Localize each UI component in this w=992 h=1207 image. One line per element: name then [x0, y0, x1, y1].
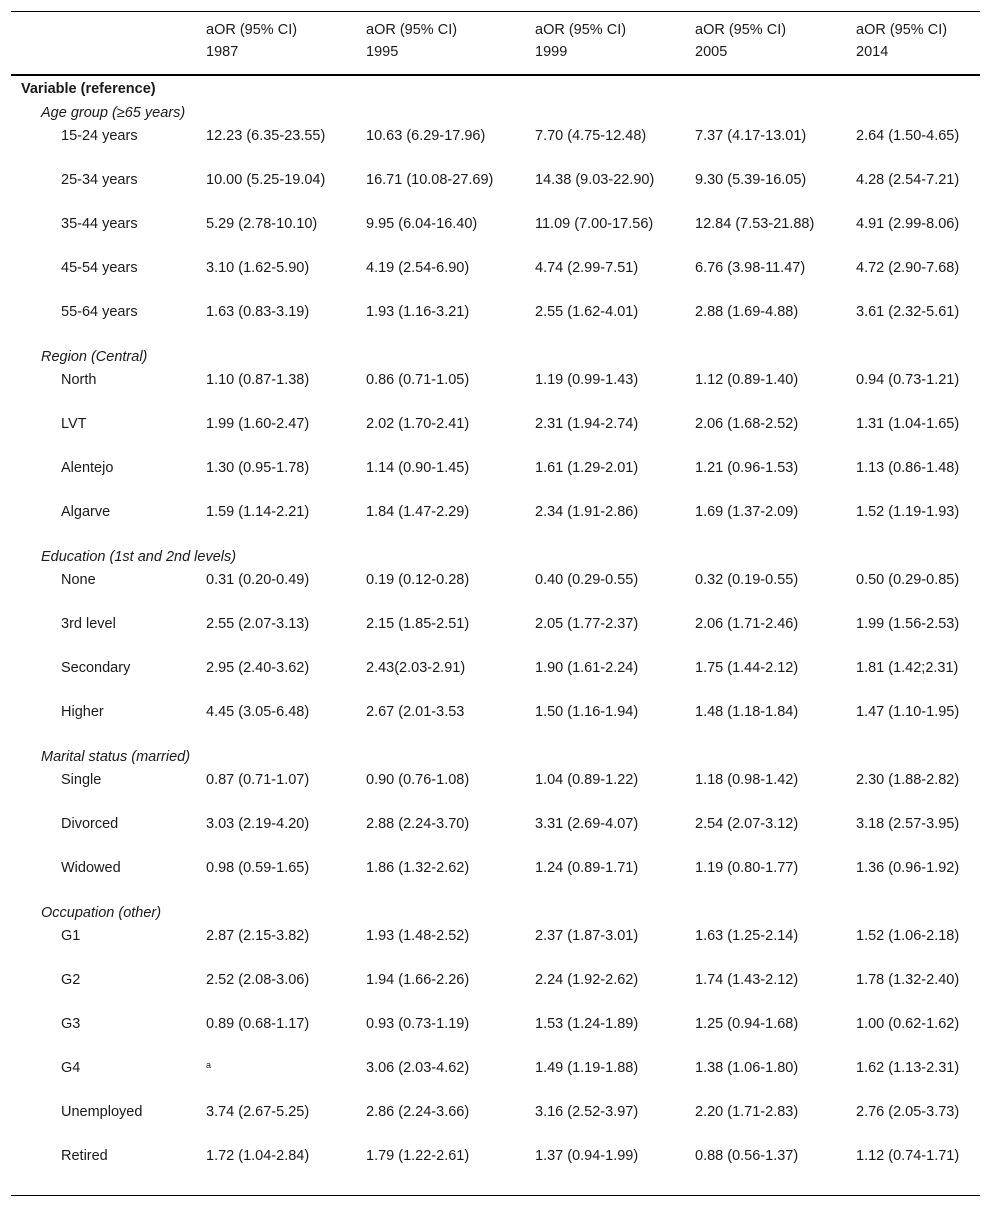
row-label: 35-44 years [61, 216, 138, 232]
table-cell: 1.18 (0.98-1.42) [695, 772, 799, 788]
table-cell: 6.76 (3.98-11.47) [695, 260, 806, 276]
table-cell: 2.37 (1.87-3.01) [535, 928, 639, 944]
header-measure: aOR (95% CI) [196, 12, 356, 44]
row-label: Higher [61, 704, 104, 720]
table-cell: 1.14 (0.90-1.45) [366, 460, 470, 476]
group-heading: Education (1st and 2nd levels) [41, 549, 237, 565]
table-cell: 2.87 (2.15-3.82) [206, 928, 310, 944]
table-row [11, 612, 980, 656]
table-cell: 1.52 (1.06-2.18) [856, 928, 960, 944]
table-row [11, 256, 980, 300]
table-cell: 3.06 (2.03-4.62) [366, 1060, 470, 1076]
row-label: G3 [61, 1016, 81, 1032]
table-cell: 3.16 (2.52-3.97) [535, 1104, 639, 1120]
table-cell: 1.81 (1.42;2.31) [856, 660, 959, 676]
table-row [11, 700, 980, 744]
table-cell: 1.93 (1.48-2.52) [366, 928, 470, 944]
group-heading-row [11, 344, 980, 368]
table-cell: 2.02 (1.70-2.41) [366, 416, 470, 432]
table-cell: 3.03 (2.19-4.20) [206, 816, 310, 832]
table-cell: 1.99 (1.56-2.53) [856, 616, 960, 632]
header-row-measure [11, 12, 980, 44]
table-cell: 1.19 (0.80-1.77) [695, 860, 799, 876]
row-label: Unemployed [61, 1104, 143, 1120]
table-cell: 2.24 (1.92-2.62) [535, 972, 639, 988]
group-heading: Age group (≥65 years) [41, 105, 186, 121]
row-label: Alentejo [61, 460, 114, 476]
table-cell: 1.84 (1.47-2.29) [366, 504, 470, 520]
row-label: North [61, 372, 97, 388]
table-cell: 2.52 (2.08-3.06) [206, 972, 310, 988]
table-row [11, 656, 980, 700]
table-cell: 0.89 (0.68-1.17) [206, 1016, 310, 1032]
table-cell [196, 1056, 356, 1100]
table-cell: 1.86 (1.32-2.62) [366, 860, 470, 876]
table-cell: 2.54 (2.07-3.12) [695, 816, 799, 832]
table-cell: 1.74 (1.43-2.12) [695, 972, 799, 988]
table-cell: 7.70 (4.75-12.48) [535, 128, 647, 144]
table-cell: 2.06 (1.68-2.52) [695, 416, 799, 432]
header-measure: aOR (95% CI) [846, 12, 980, 44]
header-row-year [11, 43, 980, 75]
variable-heading: Variable (reference) [21, 81, 156, 97]
table-cell: 1.69 (1.37-2.09) [695, 504, 799, 520]
table-cell: 1.48 (1.18-1.84) [695, 704, 799, 720]
table-cell: 2.95 (2.40-3.62) [206, 660, 310, 676]
footnote-marker: a [206, 1060, 212, 1070]
table-cell: 1.50 (1.16-1.94) [535, 704, 639, 720]
header-year: 1999 [525, 43, 685, 75]
table-cell: 2.76 (2.05-3.73) [856, 1104, 960, 1120]
variable-heading-row [11, 75, 980, 100]
table-cell: 4.28 (2.54-7.21) [856, 172, 960, 188]
table-cell: 1.63 (0.83-3.19) [206, 304, 310, 320]
table-cell: 2.88 (1.69-4.88) [695, 304, 799, 320]
table-cell: 0.31 (0.20-0.49) [206, 572, 310, 588]
table-cell: 1.21 (0.96-1.53) [695, 460, 799, 476]
group-heading: Region (Central) [41, 349, 148, 365]
table-cell: 1.37 (0.94-1.99) [525, 1144, 685, 1196]
table-container [11, 11, 980, 1196]
table-cell: 3.18 (2.57-3.95) [856, 816, 960, 832]
table-cell: 1.19 (0.99-1.43) [535, 372, 639, 388]
table-cell: 1.47 (1.10-1.95) [856, 704, 960, 720]
table-cell: 1.75 (1.44-2.12) [695, 660, 799, 676]
table-cell: 1.63 (1.25-2.14) [695, 928, 799, 944]
table-cell: 0.86 (0.71-1.05) [366, 372, 470, 388]
table-cell: 1.25 (0.94-1.68) [695, 1016, 799, 1032]
table-cell: 14.38 (9.03-22.90) [535, 172, 655, 188]
table-row [11, 368, 980, 412]
table-cell: 1.30 (0.95-1.78) [206, 460, 310, 476]
table-row [11, 1056, 980, 1100]
header-year: 2005 [685, 43, 846, 75]
table-cell: 2.88 (2.24-3.70) [366, 816, 470, 832]
table-cell: 4.45 (3.05-6.48) [206, 704, 310, 720]
table-cell: 2.31 (1.94-2.74) [535, 416, 639, 432]
group-heading-row [11, 100, 980, 124]
table-cell: 2.64 (1.50-4.65) [856, 128, 960, 144]
table-cell: 1.78 (1.32-2.40) [856, 972, 960, 988]
table-row [11, 924, 980, 968]
row-label: 45-54 years [61, 260, 138, 276]
table-cell: 2.55 (1.62-4.01) [535, 304, 639, 320]
row-label: Divorced [61, 816, 119, 832]
table-cell: 1.38 (1.06-1.80) [695, 1060, 799, 1076]
table-cell: 2.20 (1.71-2.83) [695, 1104, 799, 1120]
table-row [11, 856, 980, 900]
table-row [11, 1012, 980, 1056]
table-cell: 2.67 (2.01-3.53 [366, 704, 465, 720]
row-label: G4 [61, 1060, 81, 1076]
table-cell: 16.71 (10.08-27.69) [366, 172, 494, 188]
table-cell: 1.79 (1.22-2.61) [356, 1144, 525, 1196]
row-label: Widowed [61, 860, 121, 876]
table-row [11, 412, 980, 456]
row-label: None [61, 572, 96, 588]
row-label: Algarve [61, 504, 111, 520]
table-cell: 3.10 (1.62-5.90) [206, 260, 310, 276]
table-cell: 12.84 (7.53-21.88) [695, 216, 815, 232]
table-cell: 0.88 (0.56-1.37) [685, 1144, 846, 1196]
table-cell: 1.93 (1.16-3.21) [366, 304, 470, 320]
header-measure: aOR (95% CI) [685, 12, 846, 44]
row-label: 55-64 years [61, 304, 138, 320]
table-cell: 0.40 (0.29-0.55) [535, 572, 639, 588]
table-cell: 0.90 (0.76-1.08) [366, 772, 470, 788]
row-label: Secondary [61, 660, 131, 676]
table-cell: 0.98 (0.59-1.65) [206, 860, 310, 876]
row-label: 25-34 years [61, 172, 138, 188]
table-cell: 0.19 (0.12-0.28) [366, 572, 470, 588]
table-cell: 1.53 (1.24-1.89) [535, 1016, 639, 1032]
table-cell: 1.61 (1.29-2.01) [535, 460, 639, 476]
table-row [11, 212, 980, 256]
row-label: 3rd level [61, 616, 116, 632]
table-cell: 1.99 (1.60-2.47) [206, 416, 310, 432]
table-row [11, 812, 980, 856]
table-cell: 2.43(2.03-2.91) [366, 660, 466, 676]
header-year: 1995 [356, 43, 525, 75]
table-cell: 10.00 (5.25-19.04) [206, 172, 326, 188]
table-cell: 7.37 (4.17-13.01) [695, 128, 807, 144]
table-cell: 9.30 (5.39-16.05) [695, 172, 807, 188]
table-cell: 2.30 (1.88-2.82) [856, 772, 960, 788]
table-cell: 1.10 (0.87-1.38) [206, 372, 310, 388]
table-cell: 1.12 (0.74-1.71) [846, 1144, 980, 1196]
table-cell: 0.50 (0.29-0.85) [856, 572, 960, 588]
table-cell: 1.04 (0.89-1.22) [535, 772, 639, 788]
table-cell: 5.29 (2.78-10.10) [206, 216, 318, 232]
table-cell: 1.59 (1.14-2.21) [206, 504, 310, 520]
header-year: 2014 [846, 43, 980, 75]
table-row [11, 124, 980, 168]
row-label: Single [61, 772, 102, 788]
table-cell: 1.49 (1.19-1.88) [535, 1060, 639, 1076]
table-cell: 11.09 (7.00-17.56) [535, 216, 654, 232]
table-cell: 4.19 (2.54-6.90) [366, 260, 470, 276]
table-cell: 3.61 (2.32-5.61) [856, 304, 960, 320]
table-row [11, 968, 980, 1012]
table-cell: 12.23 (6.35-23.55) [206, 128, 326, 144]
table-row [11, 768, 980, 812]
table-cell: 0.87 (0.71-1.07) [206, 772, 310, 788]
row-label: LVT [61, 416, 87, 432]
table-body [11, 75, 980, 1196]
group-heading: Marital status (married) [41, 749, 191, 765]
group-heading-row [11, 544, 980, 568]
table-cell: 0.94 (0.73-1.21) [856, 372, 960, 388]
table-cell: 0.93 (0.73-1.19) [366, 1016, 470, 1032]
group-heading-row [11, 744, 980, 768]
table-cell: 2.15 (1.85-2.51) [366, 616, 470, 632]
table-row [11, 168, 980, 212]
table-row [11, 500, 980, 544]
table-cell: 1.52 (1.19-1.93) [856, 504, 960, 520]
row-label: G1 [61, 928, 81, 944]
row-label: Retired [11, 1144, 196, 1196]
table-cell: 1.00 (0.62-1.62) [856, 1016, 960, 1032]
table-cell: 2.05 (1.77-2.37) [535, 616, 639, 632]
table-cell: 1.13 (0.86-1.48) [856, 460, 960, 476]
table-cell: 1.90 (1.61-2.24) [535, 660, 639, 676]
table-cell: 1.31 (1.04-1.65) [856, 416, 960, 432]
table-cell: 3.74 (2.67-5.25) [206, 1104, 310, 1120]
table-cell: 2.55 (2.07-3.13) [206, 616, 310, 632]
table-cell: 2.06 (1.71-2.46) [695, 616, 799, 632]
table-cell: 1.72 (1.04-2.84) [196, 1144, 356, 1196]
table-row [11, 1144, 980, 1196]
table-cell: 4.91 (2.99-8.06) [856, 216, 960, 232]
table-row [11, 300, 980, 344]
table-cell: 1.12 (0.89-1.40) [695, 372, 799, 388]
row-label: 15-24 years [61, 128, 138, 144]
table-cell: 1.62 (1.13-2.31) [856, 1060, 960, 1076]
table-cell: 10.63 (6.29-17.96) [366, 128, 486, 144]
table-row [11, 1100, 980, 1144]
group-heading: Occupation (other) [41, 905, 162, 921]
header-measure: aOR (95% CI) [356, 12, 525, 44]
table-cell: 1.24 (0.89-1.71) [535, 860, 639, 876]
header-measure: aOR (95% CI) [525, 12, 685, 44]
header-blank [11, 12, 196, 44]
header-year: 1987 [196, 43, 356, 75]
header-blank [11, 43, 196, 75]
table-cell: 2.86 (2.24-3.66) [366, 1104, 470, 1120]
table-cell: 4.72 (2.90-7.68) [856, 260, 960, 276]
aor-table [11, 11, 980, 1196]
table-row [11, 568, 980, 612]
group-heading-row [11, 900, 980, 924]
table-row [11, 456, 980, 500]
table-cell: 3.31 (2.69-4.07) [535, 816, 639, 832]
table-cell: 4.74 (2.99-7.51) [535, 260, 639, 276]
table-cell: 9.95 (6.04-16.40) [366, 216, 478, 232]
table-cell: 0.32 (0.19-0.55) [695, 572, 799, 588]
table-cell: 1.94 (1.66-2.26) [366, 972, 470, 988]
table-cell: 2.34 (1.91-2.86) [535, 504, 639, 520]
row-label: G2 [61, 972, 81, 988]
table-cell: 1.36 (0.96-1.92) [856, 860, 960, 876]
